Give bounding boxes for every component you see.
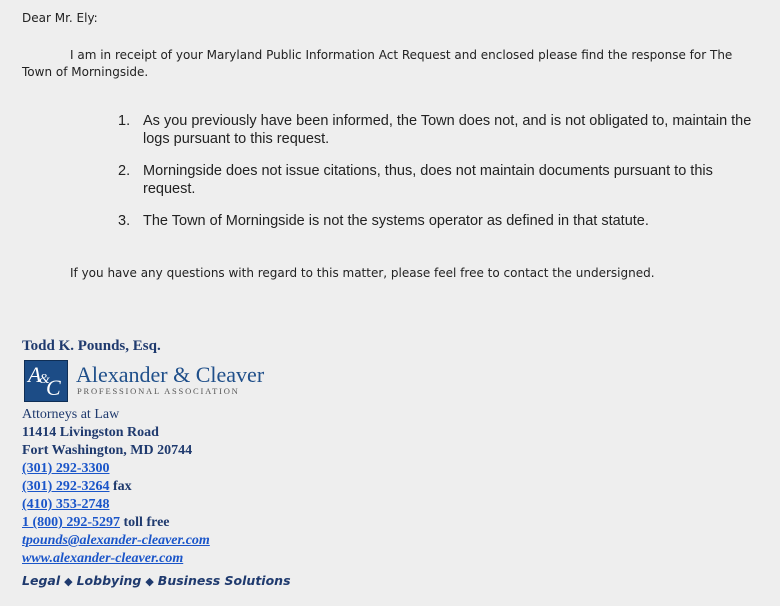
phone-link-main[interactable]: (301) 292-3300 <box>22 461 110 476</box>
list-item-number: 1. <box>118 113 131 129</box>
phone-link-toll-free[interactable]: 1 (800) 292-5297 <box>22 515 120 530</box>
firm-logo-mark: A & C <box>24 360 68 402</box>
firm-subtitle: PROFESSIONAL ASSOCIATION <box>77 386 240 396</box>
contact-block <box>22 406 210 568</box>
email-link[interactable]: tpounds@alexander-cleaver.com <box>22 533 210 548</box>
list-item <box>118 112 768 148</box>
tagline-item: Lobbying <box>76 573 142 588</box>
diamond-icon: ◆ <box>64 575 73 588</box>
firm-tagline <box>22 573 291 588</box>
phone-link-fax[interactable]: (301) 292-3264 <box>22 479 110 494</box>
address-line-1: 11414 Livingston Road <box>22 425 159 440</box>
fax-label: fax <box>113 479 132 494</box>
diamond-icon: ◆ <box>145 575 154 588</box>
signature-name: Todd K. Pounds, Esq. <box>22 338 161 354</box>
list-item-number: 2. <box>118 163 131 179</box>
list-item-text: Morningside does not issue citations, thus, does not maintain documents pursuant to this request. <box>143 163 713 197</box>
closing-paragraph: If you have any questions with regard to this matter, please feel free to contact the undersigned. <box>70 266 655 280</box>
tagline-item: Business Solutions <box>157 573 291 588</box>
firm-title: Attorneys at Law <box>22 407 120 422</box>
address-line-2: Fort Washington, MD 20744 <box>22 443 193 458</box>
list-item-text: As you previously have been informed, the Town does not, and is not obligated to, maintain the logs pursuant to this request. <box>143 113 752 147</box>
firm-logo <box>22 358 292 402</box>
greeting: Dear Mr. Ely: <box>22 11 98 25</box>
tagline-item: Legal <box>22 573 61 588</box>
toll-free-label: toll free <box>123 515 170 530</box>
list-item-number: 3. <box>118 213 131 229</box>
list-item <box>118 212 768 230</box>
phone-link-2[interactable]: (410) 353-2748 <box>22 497 110 512</box>
response-list <box>118 112 768 244</box>
website-link[interactable]: www.alexander-cleaver.com <box>22 551 184 566</box>
firm-name: Alexander & Cleaver <box>76 362 265 387</box>
list-item-text: The Town of Morningside is not the systems operator as defined in that statute. <box>143 213 649 229</box>
intro-paragraph: I am in receipt of your Maryland Public Information Act Request and enclosed please find the response for The Town of Morningside. <box>22 48 733 79</box>
list-item <box>118 162 768 198</box>
